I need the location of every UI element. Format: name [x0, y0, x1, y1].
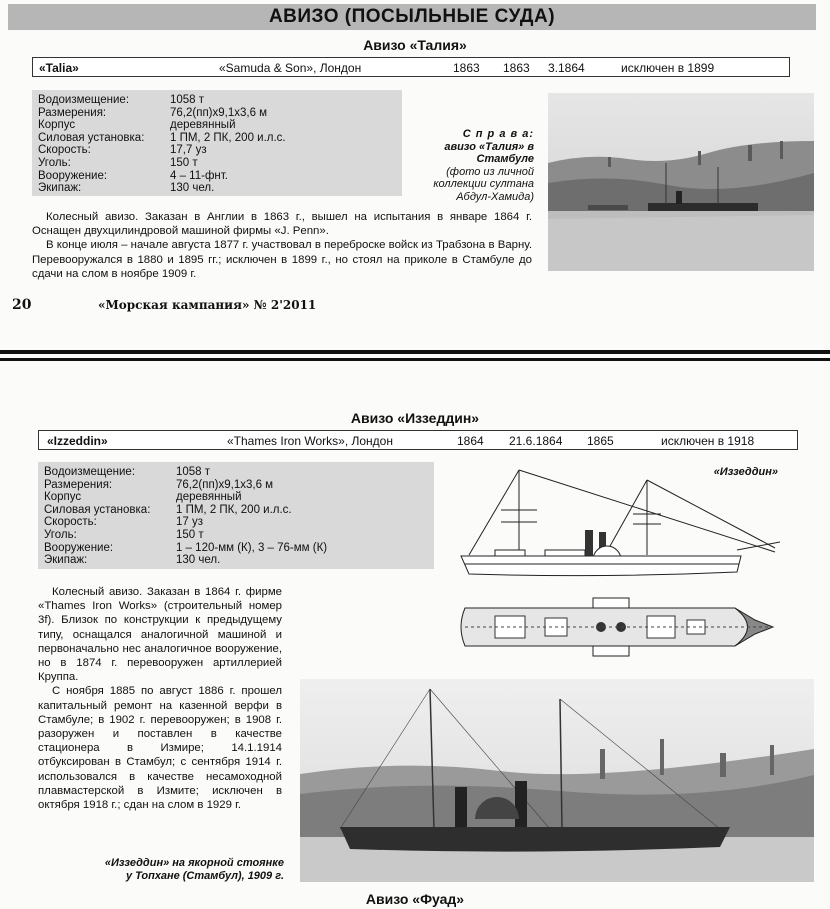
spec-value: 1 – 120-мм (К), 3 – 76-мм (К) — [176, 541, 328, 554]
spec-label: Экипаж: — [44, 554, 88, 567]
ship-row-talia — [32, 57, 790, 77]
paragraph: С ноября 1885 по август 1886 г. прошел капитальный ремонт на казенной верфи в Стамбуле; в 1902 г. перевооружен; в 1908 г. разоружен и поставлен в качестве стационера в Измире; 14.1.1914 отбуксирован в Стамбул; с сентября 1914 г. использовался в качестве несамоходной плавмастерской в Измите; исключен в октября 1918 г.; сдан на слом в 1929 г. — [38, 685, 282, 812]
spec-label: Размерения: — [38, 106, 107, 119]
spec-label: Водоизмещение: — [44, 466, 136, 478]
spec-label: Корпус — [38, 119, 76, 132]
ship-fate: исключен в 1918 — [661, 434, 755, 448]
photo-caption-talia — [410, 128, 534, 203]
spec-label: Скорость: — [44, 516, 97, 529]
ship-launched: 21.6.1864 — [509, 434, 563, 448]
paragraph: Колесный авизо. Заказан в Англии в 1863 г., вышел на испытания в январе 1864 г. Оснащен двухцилиндровой машиной фирмы «J. Penn». — [32, 211, 532, 238]
spec-value: деревянный — [176, 491, 242, 504]
spec-value: 17 уз — [176, 516, 204, 529]
page-divider — [0, 358, 830, 361]
ship-title-fuad: Авизо «Фуад» — [365, 891, 465, 907]
page-divider — [0, 350, 830, 354]
ship-profile-drawing — [455, 460, 785, 590]
spec-value: 1 ПМ, 2 ПК, 200 и.л.с. — [170, 131, 286, 144]
caption-line: у Топхане (Стамбул), 1909 г. — [125, 869, 284, 882]
spec-value: деревянный — [170, 119, 236, 132]
spec-label: Уголь: — [44, 529, 77, 541]
spec-label: Скорость: — [38, 144, 91, 157]
spec-value: 150 т — [176, 529, 204, 541]
spec-value: 1 ПМ, 2 ПК, 200 и.л.с. — [176, 503, 292, 516]
caption-line: Абдул-Хамида) — [456, 190, 534, 203]
spec-table-talia — [32, 90, 402, 196]
ship-title-izzeddin: Авизо «Иззеддин» — [350, 410, 480, 426]
ship-title-talia: Авизо «Талия» — [363, 37, 467, 53]
spec-label: Силовая установка: — [38, 131, 145, 144]
ship-name: «Izzeddin» — [47, 434, 108, 448]
spec-label: Уголь: — [38, 157, 71, 169]
spec-value: 76,2(пп)х9,1х3,6 м — [170, 106, 268, 119]
page-number: 20 — [12, 297, 32, 313]
spec-label: Вооружение: — [44, 541, 114, 554]
caption-line: коллекции султана — [433, 178, 534, 190]
ship-laid: 1864 — [457, 434, 484, 448]
spec-value: 150 т — [170, 157, 198, 169]
spec-value: 4 – 11-фнт. — [170, 169, 228, 182]
ship-laid: 1863 — [453, 61, 480, 75]
magazine-title: «Морская кампания» № 2'2011 — [98, 298, 317, 312]
caption-line: Стамбуле — [476, 153, 534, 165]
spec-value: 76,2(пп)х9,1х3,6 м — [176, 478, 274, 491]
ship-fate: исключен в 1899 — [621, 61, 715, 75]
spec-label: Экипаж: — [38, 182, 82, 195]
section-banner: АВИЗО (ПОСЫЛЬНЫЕ СУДА) — [8, 4, 816, 30]
spec-label: Размерения: — [44, 478, 113, 491]
paragraph: Колесный авизо. Заказан в 1864 г. фирме «Thames Iron Works» (строительный номер 3f). Близок по конструкции к предыдущему типу, оснащался аналогичной машиной и первоначально нес аналогичное вооружение, но в 1874 г. перевооружен артиллерией Круппа. — [38, 586, 282, 684]
spec-label: Корпус — [44, 491, 82, 504]
spec-label: Вооружение: — [38, 169, 108, 182]
photo-caption-izzeddin — [60, 857, 284, 882]
spec-value: 130 чел. — [170, 182, 215, 195]
ship-row-izzeddin — [38, 430, 798, 450]
spec-value: 130 чел. — [176, 554, 221, 567]
ship-builder: «Samuda & Son», Лондон — [219, 61, 362, 75]
drawing-caption: «Иззеддин» — [713, 466, 778, 478]
ship-deck-plan — [455, 594, 785, 660]
spec-table-izzeddin — [38, 462, 434, 569]
ship-commissioned: 3.1864 — [548, 61, 585, 75]
caption-line: (фото из личной — [446, 165, 534, 178]
text-izzeddin — [38, 585, 282, 812]
spec-label: Силовая установка: — [44, 503, 151, 516]
ship-name: «Talia» — [39, 61, 79, 75]
photo-izzeddin — [300, 679, 814, 882]
paragraph: В конце июля – начале августа 1877 г. участвовал в переброске войск из Трабзона в Варну. Перевооружался в 1880 и 1895 гг.; исключен в 1899 г., но стоял на приколе в Стамбуле до сдачи на слом в ноябре 1909 г. — [32, 239, 532, 280]
spec-value: 1058 т — [170, 94, 205, 106]
ship-launched: 1863 — [503, 61, 530, 75]
text-talia — [32, 210, 532, 281]
ship-commissioned: 1865 — [587, 434, 614, 448]
caption-line: авизо «Талия» в — [444, 140, 534, 153]
spec-value: 1058 т — [176, 466, 211, 478]
ship-builder: «Thames Iron Works», Лондон — [227, 434, 393, 448]
caption-lead: С п р а в а: — [462, 128, 534, 140]
spec-label: Водоизмещение: — [38, 94, 130, 106]
caption-line: «Иззеддин» на якорной стоянке — [104, 857, 284, 869]
spec-value: 17,7 уз — [170, 144, 207, 157]
photo-talia — [548, 93, 814, 271]
